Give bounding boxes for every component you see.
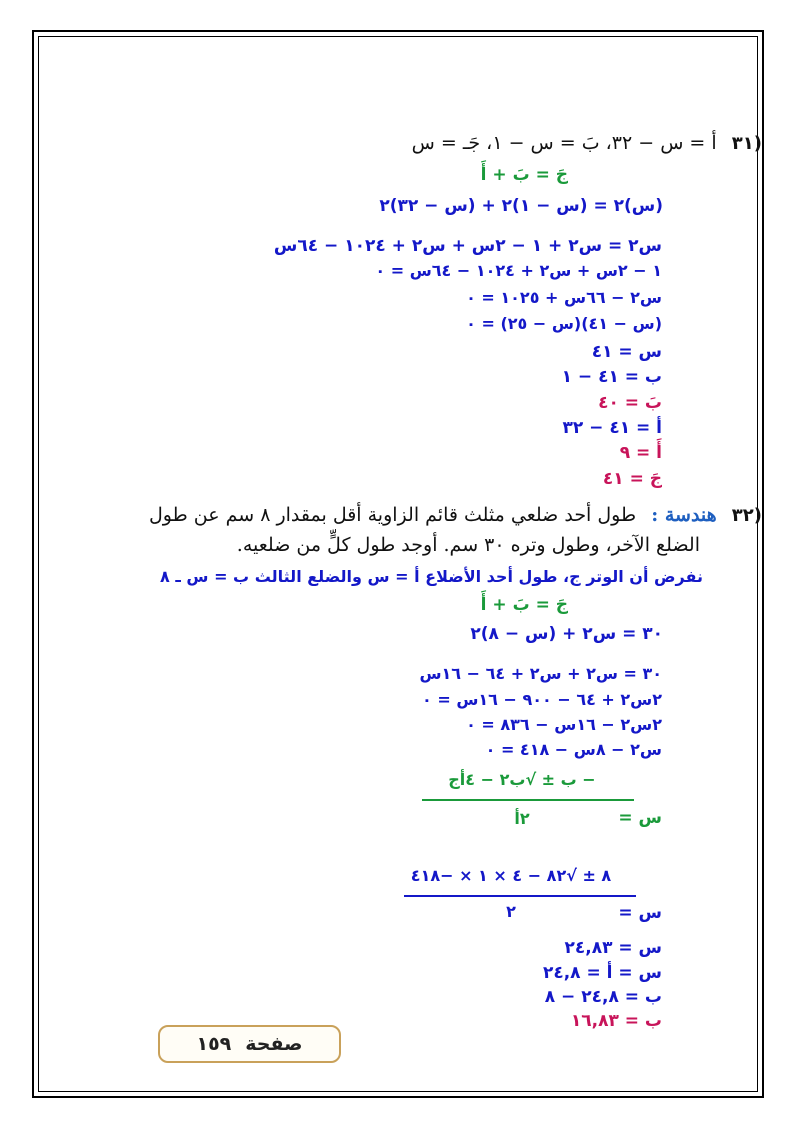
subst-lhs: س = bbox=[618, 903, 662, 923]
p31-step-6: (س − ٤١)(س − ٢٥) = ٠ bbox=[466, 314, 662, 333]
p31-step-5: س٢ − ٦٦س + ١٠٢٥ = ٠ bbox=[466, 288, 662, 307]
p31-step-4: ١ − ٢س + س٢ + ١٠٢٤ − ٦٤س = ٠ bbox=[375, 261, 662, 280]
p32-step-5: ٢س٢ − ١٦س − ٨٣٦ = ٠ bbox=[466, 715, 662, 734]
formula-lhs: س = bbox=[618, 808, 662, 828]
subst-fraction-bar bbox=[404, 895, 636, 897]
problem-32-number: (٣٢ bbox=[731, 505, 762, 526]
p32-final: ب = ١٦,٨٣ bbox=[570, 1011, 662, 1031]
formula-numerator: − ب ± √ب٢ − ٤أج bbox=[448, 770, 596, 789]
p32-assumption: نفرض أن الوتر ج، طول أحد الأضلاع أ = س والضلع الثالث ب = س ـ ٨ bbox=[160, 567, 703, 586]
page-number-badge bbox=[158, 1025, 341, 1063]
p32-step-4: ٢س٢ + ٦٤ − ٩٠٠ − ١٦س = ٠ bbox=[422, 690, 662, 709]
problem-32-topic: هندسة : bbox=[651, 504, 717, 526]
p31-result-c: جَ = ٤١ bbox=[602, 469, 662, 489]
p32-step-2: ٣٠ = س٢ + (س − ٨)٢ bbox=[470, 624, 663, 644]
p32-answer-2: س = أ = ٢٤,٨ bbox=[542, 963, 662, 983]
problem-31-statement: أ = س − ٣٢، بَ = س − ١، جَـ = س bbox=[411, 132, 717, 154]
p31-step-3: س٢ = س٢ + ١ − ٢س + س٢ + ١٠٢٤ − ٦٤س bbox=[273, 236, 662, 256]
formula-denominator: ٢أ bbox=[514, 809, 530, 828]
p31-step-2: (س)٢ = (س − ١)٢ + (س − ٣٢)٢ bbox=[379, 196, 663, 216]
problem-32-header bbox=[149, 506, 762, 525]
subst-denominator: ٢ bbox=[506, 902, 516, 921]
p31-result-b: بَ = ٤٠ bbox=[598, 393, 662, 413]
page-word: صفحة bbox=[245, 1033, 303, 1055]
p32-step-1: جَ = بَ + أَ bbox=[480, 595, 568, 615]
p32-answer-3: ب = ٢٤,٨ − ٨ bbox=[544, 987, 662, 1007]
problem-31-number: (٣١ bbox=[731, 133, 762, 154]
p32-step-6: س٢ − ٨س − ٤١٨ = ٠ bbox=[485, 740, 662, 759]
page-number: ١٥٩ bbox=[196, 1033, 232, 1055]
subst-numerator: ٨ ± √٨٢ − ٤ × ١ × −٤١٨ bbox=[410, 866, 612, 885]
problem-32-statement-2: الضلع الآخر، وطول وتره ٣٠ سم. أوجد طول كلٍّ من ضلعيه. bbox=[236, 534, 700, 556]
p32-step-3: ٣٠ = س٢ + س٢ + ٦٤ − ١٦س bbox=[419, 664, 662, 683]
formula-fraction-bar bbox=[422, 799, 634, 801]
p31-result-a-expr: أ = ٤١ − ٣٢ bbox=[562, 418, 662, 438]
problem-31-header bbox=[412, 134, 762, 153]
p31-result-a: أَ = ٩ bbox=[619, 443, 662, 463]
p31-step-1: جَ = بَ + أَ bbox=[480, 165, 568, 185]
page-inner-frame bbox=[38, 36, 758, 1092]
p32-answer-1: س = ٢٤,٨٣ bbox=[564, 938, 662, 958]
problem-32-statement-1: طول أحد ضلعي مثلث قائم الزاوية أقل بمقدار ٨ سم عن طول bbox=[148, 504, 637, 526]
p31-step-7: س = ٤١ bbox=[591, 342, 662, 362]
p31-step-8: ب = ٤١ − ١ bbox=[561, 367, 662, 387]
